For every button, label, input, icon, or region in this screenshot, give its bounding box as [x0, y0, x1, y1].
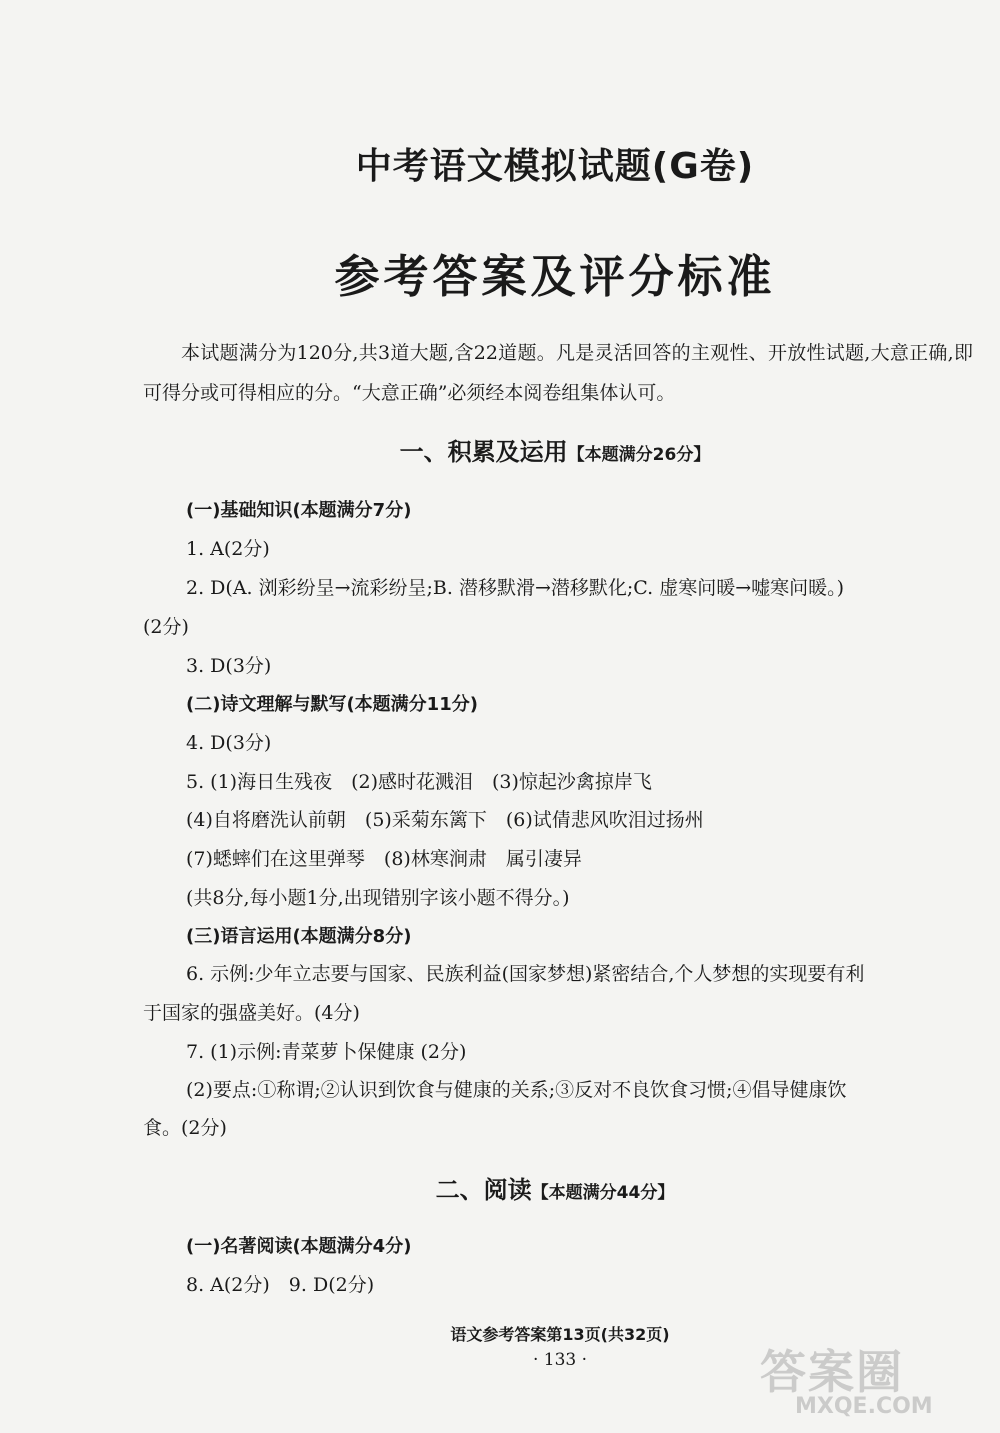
- subsection-basic-knowledge: (一)基础知识(本题满分7分): [186, 500, 412, 521]
- answer-6-line-2: 于国家的强盛美好。(4分): [143, 1002, 360, 1024]
- answer-5-line-2: (4)自将磨洗认前朝 (5)采菊东篱下 (6)试倩悲风吹泪过扬州: [186, 809, 704, 831]
- section-2-heading: [0, 1170, 1000, 1205]
- answer-1: 1. A(2分): [186, 538, 270, 560]
- page-number: · 133 ·: [532, 1350, 588, 1370]
- answer-2-line-1: 2. D(A. 浏彩纷呈→流彩纷呈;B. 潜移默滑→潜移默化;C. 虚寒问暖→嘘寒问暖。): [186, 577, 845, 599]
- answer-7-line-2: (2)要点:①称谓;②认识到饮食与健康的关系;③反对不良饮食习惯;④倡导健康饮: [186, 1079, 847, 1101]
- answer-7-line-1: 7. (1)示例:青菜萝卜保健康 (2分): [186, 1041, 467, 1063]
- answer-5-line-3: (7)蟋蟀们在这里弹琴 (8)林寒涧肃 属引凄异: [186, 848, 582, 870]
- subsection-poetry: (二)诗文理解与默写(本题满分11分): [186, 694, 478, 715]
- answer-8-9: 8. A(2分) 9. D(2分): [186, 1274, 375, 1296]
- section-1-heading: [0, 432, 1000, 467]
- answer-key-title: 参考答案及评分标准: [334, 250, 776, 303]
- exam-title: 中考语文模拟试题(G卷): [355, 146, 755, 187]
- watermark-text: 答案圈: [760, 1345, 904, 1399]
- watermark-url: MXQE.COM: [795, 1394, 933, 1419]
- answer-2-line-2: (2分): [143, 616, 189, 638]
- subsection-language-use: (三)语言运用(本题满分8分): [186, 926, 412, 947]
- footer-page-label: 语文参考答案第13页(共32页): [450, 1325, 670, 1344]
- answer-4: 4. D(3分): [186, 732, 272, 754]
- answer-5-line-1: 5. (1)海日生残夜 (2)感时花溅泪 (3)惊起沙禽掠岸飞: [186, 771, 652, 793]
- answer-5-line-4: (共8分,每小题1分,出现错别字该小题不得分。): [186, 887, 570, 909]
- subsection-classic-reading: (一)名著阅读(本题满分4分): [186, 1236, 412, 1257]
- section-2-title: 二、阅读: [435, 1176, 532, 1204]
- section-1-score-note: 【本题满分26分】: [567, 445, 711, 465]
- answer-6-line-1: 6. 示例:少年立志要与国家、民族利益(国家梦想)紧密结合,个人梦想的实现要有利: [186, 963, 865, 985]
- section-2-score-note: 【本题满分44分】: [531, 1183, 675, 1203]
- answer-7-line-3: 食。(2分): [143, 1117, 227, 1139]
- watermark-logo: [700, 1336, 995, 1426]
- section-1-title: 一、积累及运用: [399, 438, 568, 466]
- answer-3: 3. D(3分): [186, 655, 272, 677]
- intro-paragraph: 本试题满分为120分,共3道大题,含22道题。凡是灵活回答的主观性、开放性试题,大意正确,即可得分或可得相应的分。“大意正确”必须经本阅卷组集体认可。: [143, 342, 973, 404]
